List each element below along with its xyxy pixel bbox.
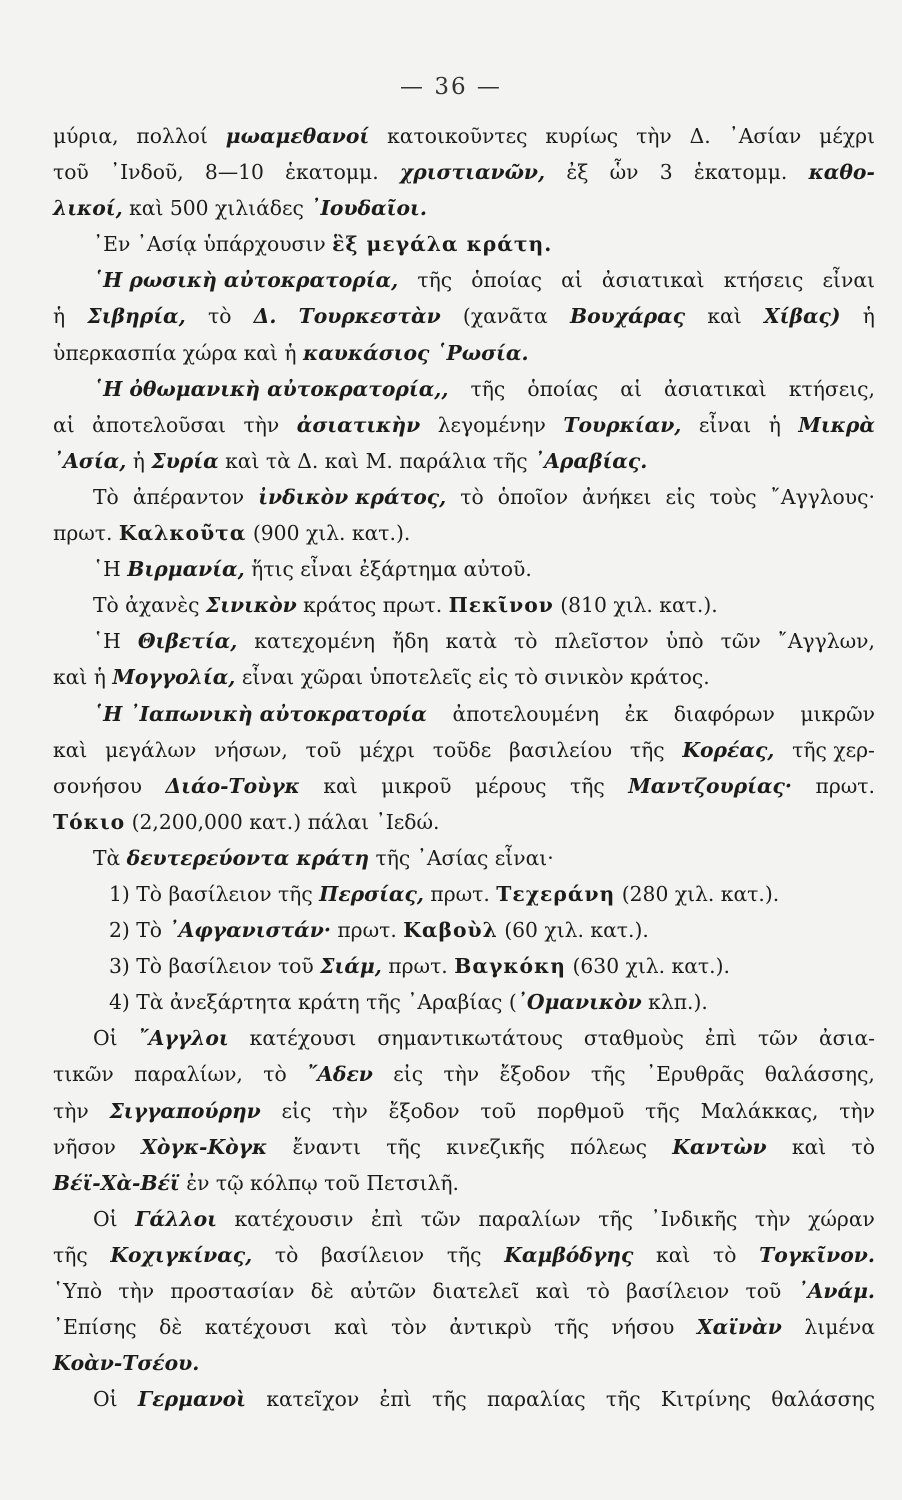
text-segment: τῆς [605,1387,641,1412]
text-segment: ἤδη [392,629,429,654]
text-line [53,840,875,876]
emphasized-term: Καντὼν [672,1134,767,1159]
emphasized-term: ῾Η ᾿Ιαπωνικὴ αὐτοκρατορία [93,701,427,726]
text-segment: αἱ [620,376,642,401]
text-segment: κτήσεις [723,268,804,293]
emphasized-term: μωαμεθανοί [225,124,370,148]
text-line [53,659,875,695]
text-segment: νήσων, [214,737,288,762]
emphasized-term: Γάλλοι [135,1206,217,1231]
text-segment: Οἱ [93,1206,118,1231]
emphasized-term: Περσίας, [319,881,424,906]
text-segment: Οἱ [93,1387,118,1412]
text-segment: καὶ [323,773,358,798]
text-segment: τῆς χερ- [792,737,875,762]
text-line [53,1093,875,1129]
emphasized-term: Καμβόδγης [504,1242,634,1267]
emphasized-term: Σιάμ, [320,954,382,979]
text-segment: τῆς [629,737,665,762]
text-line [53,912,875,948]
text-segment: (280 χιλ. κατ.). [615,881,780,906]
emphasized-term: ἰνδικὸν κράτος, [258,484,447,509]
text-segment: ἀσιατικαὶ [664,376,767,401]
text-segment: τῆς [554,1315,589,1340]
emphasized-term: Σιβηρία, [87,304,186,329]
emphasized-term: Κοχιγκίνας, [110,1242,253,1267]
text-line [53,551,875,587]
text-segment: τὴν [443,1062,480,1087]
emphasized-term: Κορέας, [682,737,775,762]
text-segment: 1) Τὸ βασίλειον τῆς [109,881,320,906]
text-segment: σταθμοὺς [583,1026,684,1051]
text-line [53,1345,875,1381]
text-line [53,948,875,984]
text-line [53,1273,875,1309]
text-segment: εἰς [393,1062,424,1087]
text-segment: τοὺς [709,484,757,509]
emphasized-term: ῾Η ὀθωμανικὴ αὐτοκρατορία,, [93,376,449,401]
text-segment: ἔναντι [292,1134,361,1159]
text-segment: εἶναι χῶραι ὑποτελεῖς εἰς τὸ σινικὸν κράτος. [235,665,710,690]
text-segment: πρωτ. [381,954,455,979]
capital-city-name: Καβοὺλ [403,918,498,943]
text-segment: μικροῦ [381,773,452,798]
text-segment: σονήσου [53,773,142,798]
text-segment: (810 χιλ. κατ.). [553,593,718,618]
emphasized-term: καυκάσιος ῾Ρωσία. [303,340,529,365]
emphasized-term: Γερμανοὶ [137,1387,246,1412]
text-segment: (60 χιλ. κατ.). [497,918,649,943]
emphasized-term: ᾿Ανάμ. [797,1279,875,1303]
text-segment: τῆς [432,1387,467,1412]
text-segment: μεγάλων [105,737,197,762]
text-segment: τὸ [460,484,484,509]
emphasized-term: Βιρμανία, [127,557,245,582]
emphasized-term: Σινικὸν [205,593,297,618]
text-segment: θαλάσσης, [764,1062,875,1087]
text-segment: σημαντικωτάτους [377,1026,563,1051]
text-segment: παραλίων [478,1206,581,1231]
text-segment: τὴν [118,1279,155,1303]
text-segment: παραλίων, [134,1062,243,1087]
text-segment: τῆς [645,1098,680,1123]
text-segment: (630 χιλ. κατ.). [566,954,730,979]
text-segment: αἱ [53,412,75,437]
emphasized-term: Διάο-Τοὺγκ [165,773,300,798]
emphasized-term: Μαντζουρίας· [628,773,792,798]
text-segment: τῶν [720,629,761,654]
text-segment: μέχρι [359,737,415,762]
text-segment: τοῦ [53,160,89,185]
text-segment: Κιτρίνης [660,1387,751,1412]
text-line [53,1201,875,1237]
text-segment: καὶ [791,1134,827,1159]
text-segment: κράτος πρωτ. [296,593,449,618]
text-segment: μέχρι [819,124,875,148]
capital-city-name: Πεκῖνον [448,593,554,618]
text-segment: εἰς [665,484,696,509]
text-segment: λιμένα [804,1315,875,1340]
text-line [53,479,875,515]
text-segment: Τὰ [93,845,127,870]
text-segment: ᾿Εν ᾿Ασίᾳ ὑπάρχουσιν [93,232,333,257]
text-segment: θαλάσσης [771,1387,875,1412]
text-segment: ἡ [862,304,875,329]
emphasized-term: ᾿Αφγανιστάν· [168,918,331,943]
emphasized-term: Τουρκεστὰν [298,304,441,329]
text-segment: παραλίας [487,1387,586,1412]
text-segment: τὸ [851,1134,875,1159]
emphasized-term: ῾Η ρωσικὴ αὐτοκρατορία, [93,268,399,293]
text-segment: ῎Αγγλους· [770,484,875,509]
emphasized-term: Τογκῖνον. [759,1242,875,1267]
text-segment: τῆς [446,1242,482,1267]
text-segment: τοῦ [745,1279,782,1303]
text-segment: ἡ [53,304,66,329]
text-segment: νήσου [611,1315,675,1340]
text-segment: καὶ [707,304,742,329]
emphasized-term: χριστιανῶν, [399,160,546,185]
text-segment: νῆσον [53,1134,116,1159]
capital-city-name: Τεχεράνη [496,881,616,906]
text-line [53,1237,875,1273]
text-segment: τὸ [207,304,232,329]
emphasized-term: Τουρκίαν, [563,412,682,437]
text-segment: ᾿Ινδοῦ, [110,160,184,185]
text-segment: αἱ [561,268,583,293]
text-segment: ἐκ [624,701,649,726]
text-line [53,1129,875,1165]
capital-city-name: ἓξ μεγάλα κράτη. [332,232,553,257]
text-segment: τῶν [420,1206,461,1231]
text-segment: ᾿Ασίαν [728,124,802,148]
emphasized-term: ἀσιατικὴν [296,412,421,437]
text-line [53,298,875,334]
text-segment: ἔξοδον [499,1062,571,1087]
text-segment: καὶ τὰ Δ. καὶ Μ. παράλια τῆς [218,448,535,473]
text-segment: ὑπὸ [665,629,704,654]
text-segment: κινεζικῆς [446,1134,545,1159]
text-segment: τὴν [754,1206,791,1231]
text-segment: βασιλείου [509,737,613,762]
text-segment: τὸ [274,1242,299,1267]
text-segment: ἐπὶ [379,1387,412,1412]
text-line [53,587,875,623]
text-segment: πρωτ. [330,918,404,943]
text-segment: τικῶν [53,1062,114,1087]
text-segment: ὑπερκασπία χώρα καὶ ἡ [53,340,303,365]
text-line [53,1381,875,1417]
text-segment: διαφόρων [673,701,775,726]
text-segment: τῶν [757,1026,799,1051]
text-segment: πρωτ. [53,521,119,546]
text-segment: 8—10 [204,160,264,185]
text-segment: ᾿Επίσης [53,1315,137,1340]
text-segment: καὶ ἡ [53,665,113,690]
text-line [53,1020,875,1056]
text-segment: μικρῶν [800,701,875,726]
text-segment: κατεῖχον [266,1387,360,1412]
emphasized-term: Χαϊνὰν [696,1315,782,1340]
text-segment: τὸ [713,1242,737,1267]
text-segment: βασίλειον [626,1279,730,1303]
capital-city-name: Τόκιο [53,809,126,834]
text-segment: ἀπέραντον [132,484,245,509]
text-segment: τῆς [590,1062,626,1087]
text-segment: ἡ [768,412,781,437]
text-line [53,226,875,262]
text-segment: τὴν [839,1098,875,1123]
text-segment: τὴν [243,412,280,437]
text-segment: ἐν τῷ κόλπῳ τοῦ Πετσιλῆ. [179,1170,459,1195]
text-segment: κλπ.). [641,990,708,1015]
capital-city-name: Βαγκόκη [454,954,567,979]
text-segment: καὶ 500 χιλιάδες [122,196,311,221]
text-segment: πόλεως [570,1134,647,1159]
text-segment: ῾Υπὸ [53,1279,103,1303]
text-line [53,190,875,226]
text-segment: 3 [659,160,673,185]
emphasized-term: Σιγγαπούρην [109,1098,261,1123]
text-segment: βασίλειον [321,1242,425,1267]
text-segment: καὶ [334,1315,369,1340]
text-segment: τὴν [332,1098,368,1123]
text-segment: (900 χιλ. κατ.). [246,521,411,546]
text-segment: ἀνήκει [582,484,652,509]
text-segment: ῾Η [93,557,128,582]
text-segment: κυρίως [545,124,619,148]
text-segment: τῆς ᾿Ασίας εἶναι· [369,845,554,870]
text-line [53,335,875,371]
text-segment: καὶ [53,737,88,762]
text-segment: 4) Τὰ ἀνεξάρτητα κράτη τῆς ᾿Αραβίας ( [109,990,517,1015]
text-line [53,371,875,407]
text-segment: λεγομένην [437,412,546,437]
text-segment: (2,200,000 κατ.) πάλαι ᾿Ιεδώ. [125,809,440,834]
text-segment: ᾿Ερυθρᾶς [646,1062,745,1087]
text-segment: ἀποτελουμένη [452,701,599,726]
text-segment: δὲ [310,1279,334,1303]
emphasized-term: Θιβετία, [137,629,238,654]
emphasized-term: Βέϊ-Χὰ-Βέϊ [53,1170,180,1195]
text-segment: ἑκατομμ. [285,160,379,185]
text-segment: ὁποίας [471,268,542,293]
text-segment: ἐπὶ [371,1206,404,1231]
text-segment: ὁποίας [527,376,599,401]
text-line [53,1165,875,1201]
emphasized-term: καθο- [808,160,875,185]
text-segment: τοῦ [480,1098,517,1123]
page-number: — 36 — [400,74,502,100]
text-segment: κτήσεις, [788,376,875,401]
text-segment: τὸν [391,1315,427,1340]
text-line [53,1056,875,1092]
text-segment: ῎Αγγλων, [777,629,875,654]
text-line [53,515,875,551]
text-segment: κατέχουσι [204,1315,312,1340]
text-line [53,443,875,479]
emphasized-term: Συρία [151,448,219,473]
text-segment: (χανᾶτα [462,304,548,329]
text-segment: πορθμοῦ [536,1098,625,1123]
emphasized-term: Χὸγκ-Κὸγκ [141,1134,268,1159]
text-segment: τῆς [417,268,453,293]
text-segment: πρωτ. [815,773,875,798]
text-segment: ἀντικρὺ [449,1315,532,1340]
text-segment: τῆς [53,1242,88,1267]
text-segment: ὧν [609,160,639,185]
text-segment: τὸ [513,629,538,654]
emphasized-term: Κοὰν-Τσέου. [53,1351,200,1376]
text-line [53,118,875,154]
text-line [53,1309,875,1345]
text-line [53,154,875,190]
emphasized-term: λικοί, [53,196,123,221]
text-segment: εἰς [281,1098,312,1123]
text-line [53,804,875,840]
text-segment: τὸ [263,1062,287,1087]
text-line [53,623,875,659]
emphasized-term: Μικρὰ [798,412,875,437]
text-segment: κατεχομένη [254,629,376,654]
capital-city-name: Καλκοῦτα [118,521,247,546]
emphasized-term: ῎Αδεν [307,1062,373,1087]
text-segment: ὁποῖον [497,484,569,509]
text-segment: τῆς [598,1206,633,1231]
text-line [53,876,875,912]
emphasized-term: δευτερεύοντα κράτη [126,845,370,870]
text-segment: Οἱ [93,1026,118,1051]
text-segment: ἐπὶ [704,1026,738,1051]
emphasized-term: ᾿Ιουδαῖοι. [310,196,427,221]
text-segment: πολλοί [136,124,208,148]
text-segment: ἑκατομμ. [693,160,788,185]
text-segment: τῆς [470,376,506,401]
text-segment: τὴν [636,124,672,148]
text-segment: τὴν [53,1098,89,1123]
text-segment: δὲ [159,1315,183,1340]
text-segment: κατοικοῦντες [387,124,528,148]
text-segment: ἀσια- [818,1026,875,1051]
text-segment: διατελεῖ [432,1279,520,1303]
text-segment: 2) Τὸ [109,918,169,943]
text-segment: εἶναι [698,412,752,437]
emphasized-term: ᾿Αραβίας. [534,448,648,473]
emphasized-term: ᾿Ασία, [53,448,127,473]
text-segment: αὐτῶν [350,1279,417,1303]
text-segment: ἥτις εἶναι ἐξάρτημα αὐτοῦ. [244,557,532,582]
text-segment: Δ. [689,124,711,148]
text-segment: κατέχουσι [249,1026,357,1051]
emphasized-term: Δ. [253,304,277,329]
text-segment: εἶναι [822,268,875,293]
text-segment: ἡ [126,448,152,473]
text-segment: χώραν [808,1206,875,1231]
text-segment: 3) Τὸ βασίλειον τοῦ [109,954,321,979]
text-segment: μύρια, [53,124,119,148]
text-segment: Τὸ ἀχανὲς [93,593,206,618]
emphasized-term: ῎Αγγλοι [138,1026,229,1051]
emphasized-term: Χίβας) [763,304,841,329]
text-line [53,984,875,1020]
text-segment: Μαλάκκας, [700,1098,819,1123]
text-segment: ἔξοδον [388,1098,460,1123]
text-segment: τοῦ [305,737,342,762]
text-segment: πλεῖστον [554,629,649,654]
text-line [53,407,875,443]
text-segment: κατέχουσιν [234,1206,354,1231]
text-segment: καὶ [656,1242,691,1267]
text-segment: τῆς [570,773,605,798]
text-segment: καὶ [535,1279,571,1303]
text-line [53,768,875,804]
text-segment: ἐξ [566,160,589,185]
text-segment: τοῦδε [432,737,492,762]
text-segment: Τὸ [93,484,119,509]
text-line [53,732,875,768]
body-text [53,118,875,1417]
text-segment: προστασίαν [170,1279,295,1303]
text-segment: ἀποτελοῦσαι [92,412,227,437]
text-segment: πρωτ. [423,881,497,906]
text-segment: ᾿Ινδικῆς [650,1206,738,1231]
text-segment: τὸ [586,1279,610,1303]
emphasized-term: ᾿Ομανικὸν [516,990,642,1015]
text-line [53,262,875,298]
emphasized-term: Μογγολία, [112,665,236,690]
text-segment: κατὰ [445,629,497,654]
text-segment: ῾Η [93,629,121,654]
text-segment: τῆς [386,1134,421,1159]
text-segment: ἀσιατικαὶ [601,268,705,293]
text-segment: μέρους [474,773,547,798]
text-line [53,696,875,732]
emphasized-term: Βουχάρας [569,304,686,329]
